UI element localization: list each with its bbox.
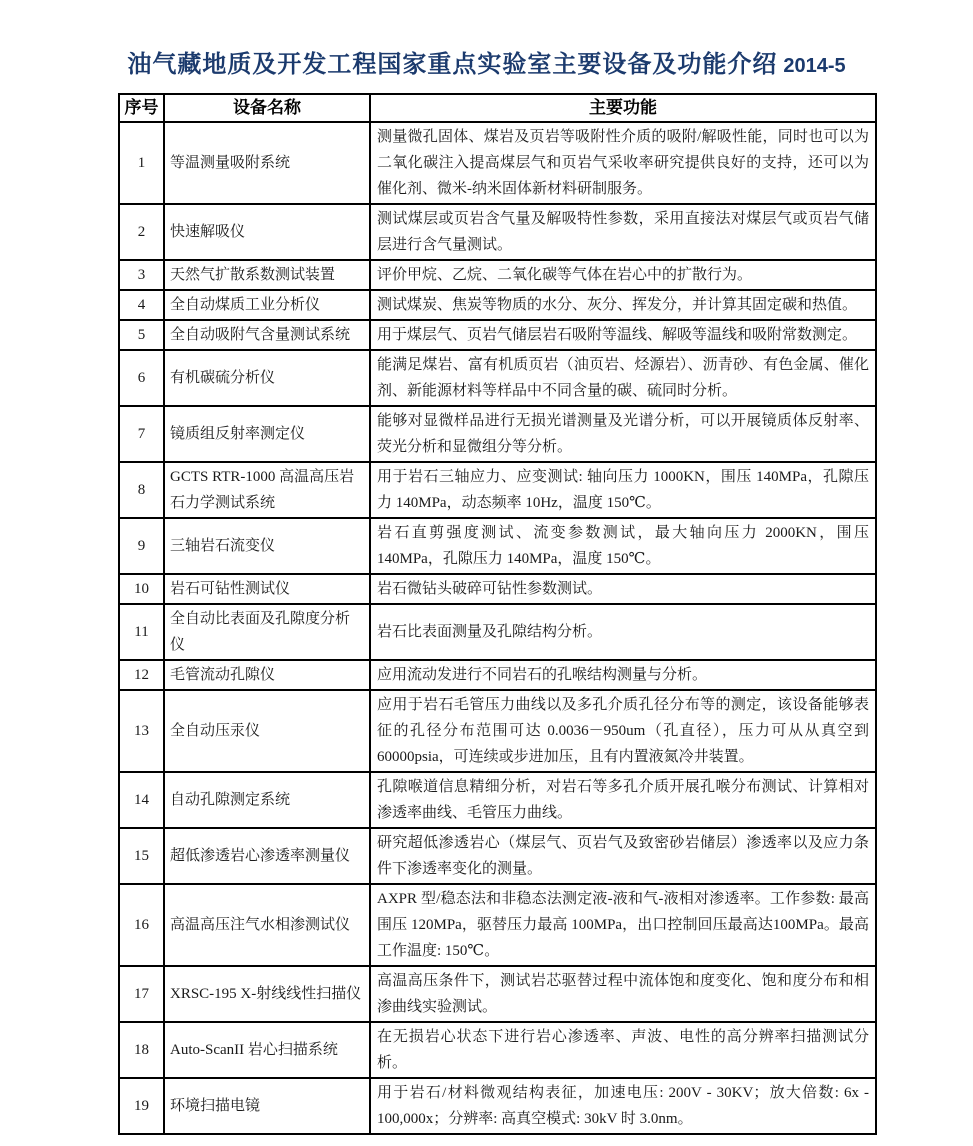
row-number-cell: 14 [119, 772, 164, 828]
equipment-table [118, 93, 877, 1135]
table-row [119, 462, 876, 518]
row-number-cell: 19 [119, 1078, 164, 1134]
table-body [119, 122, 876, 1134]
main-function-cell: 能满足煤岩、富有机质页岩（油页岩、烃源岩）、沥青砂、有色金属、催化剂、新能源材料等样品中不同含量的碳、硫同时分析。 [370, 350, 876, 406]
equipment-name-cell: 环境扫描电镜 [164, 1078, 370, 1134]
equipment-name-cell: 快速解吸仪 [164, 204, 370, 260]
page-title-text: 油气藏地质及开发工程国家重点实验室主要设备及功能介绍 [127, 51, 778, 78]
page-title [0, 44, 973, 79]
main-function-cell: 在无损岩心状态下进行岩心渗透率、声波、电性的高分辨率扫描测试分析。 [370, 1022, 876, 1078]
main-function-cell: 评价甲烷、乙烷、二氧化碳等气体在岩心中的扩散行为。 [370, 260, 876, 290]
main-function-cell: 用于煤层气、页岩气储层岩石吸附等温线、解吸等温线和吸附常数测定。 [370, 320, 876, 350]
table-row [119, 350, 876, 406]
row-number-cell: 11 [119, 604, 164, 660]
equipment-name-cell: 高温高压注气水相渗测试仪 [164, 884, 370, 966]
equipment-name-cell: 自动孔隙测定系统 [164, 772, 370, 828]
equipment-name-cell: 天然气扩散系数测试装置 [164, 260, 370, 290]
main-function-cell: 用于岩石/材料微观结构表征，加速电压: 200V - 30KV；放大倍数: 6x - 100,000x；分辨率: 高真空模式: 30kV 时 3.0nm。 [370, 1078, 876, 1134]
row-number-cell: 1 [119, 122, 164, 204]
equipment-name-cell: 等温测量吸附系统 [164, 122, 370, 204]
main-function-cell: 测量微孔固体、煤岩及页岩等吸附性介质的吸附/解吸性能，同时也可以为二氧化碳注入提高煤层气和页岩气采收率研究提供良好的支持，还可以为催化剂、微米-纳米固体新材料研制服务。 [370, 122, 876, 204]
main-function-cell: 岩石比表面测量及孔隙结构分析。 [370, 604, 876, 660]
equipment-name-cell: Auto-ScanII 岩心扫描系统 [164, 1022, 370, 1078]
table-row [119, 1078, 876, 1134]
table-row [119, 260, 876, 290]
row-number-cell: 5 [119, 320, 164, 350]
main-function-cell: 岩石直剪强度测试、流变参数测试，最大轴向压力 2000KN，围压140MPa，孔隙压力 140MPa，温度 150℃。 [370, 518, 876, 574]
table-row [119, 604, 876, 660]
row-number-cell: 17 [119, 966, 164, 1022]
row-number-cell: 16 [119, 884, 164, 966]
table-row [119, 1022, 876, 1078]
equipment-name-cell: 全自动压汞仪 [164, 690, 370, 772]
col-header-main-function: 主要功能 [370, 94, 876, 122]
table-row [119, 772, 876, 828]
main-function-cell: AXPR 型/稳态法和非稳态法测定液-液和气-液相对渗透率。工作参数: 最高围压 120MPa，驱替压力最高 100MPa，出口控制回压最高达100MPa。最高工作温度: 150℃。 [370, 884, 876, 966]
equipment-name-cell: XRSC-195 X-射线线性扫描仪 [164, 966, 370, 1022]
main-function-cell: 用于岩石三轴应力、应变测试: 轴向压力 1000KN，围压 140MPa，孔隙压力 140MPa，动态频率 10Hz，温度 150℃。 [370, 462, 876, 518]
table-row [119, 966, 876, 1022]
equipment-name-cell: 三轴岩石流变仪 [164, 518, 370, 574]
table-row [119, 574, 876, 604]
row-number-cell: 8 [119, 462, 164, 518]
row-number-cell: 2 [119, 204, 164, 260]
table-row [119, 660, 876, 690]
main-function-cell: 能够对显微样品进行无损光谱测量及光谱分析，可以开展镜质体反射率、荧光分析和显微组分等分析。 [370, 406, 876, 462]
row-number-cell: 7 [119, 406, 164, 462]
equipment-name-cell: GCTS RTR-1000 高温高压岩石力学测试系统 [164, 462, 370, 518]
table-row [119, 884, 876, 966]
equipment-name-cell: 全自动吸附气含量测试系统 [164, 320, 370, 350]
main-function-cell: 测试煤层或页岩含气量及解吸特性参数，采用直接法对煤层气或页岩气储层进行含气量测试。 [370, 204, 876, 260]
main-function-cell: 岩石微钻头破碎可钻性参数测试。 [370, 574, 876, 604]
row-number-cell: 13 [119, 690, 164, 772]
table-row [119, 406, 876, 462]
col-header-equipment-name: 设备名称 [164, 94, 370, 122]
page-title-version: 2014-5 [783, 55, 846, 77]
table-row [119, 290, 876, 320]
row-number-cell: 12 [119, 660, 164, 690]
equipment-name-cell: 岩石可钻性测试仪 [164, 574, 370, 604]
table-row [119, 518, 876, 574]
table-row [119, 122, 876, 204]
table-row [119, 690, 876, 772]
row-number-cell: 3 [119, 260, 164, 290]
main-function-cell: 研究超低渗透岩心（煤层气、页岩气及致密砂岩储层）渗透率以及应力条件下渗透率变化的测量。 [370, 828, 876, 884]
col-header-number: 序号 [119, 94, 164, 122]
table-header [119, 94, 876, 122]
main-function-cell: 测试煤炭、焦炭等物质的水分、灰分、挥发分，并计算其固定碳和热值。 [370, 290, 876, 320]
equipment-name-cell: 全自动煤质工业分析仪 [164, 290, 370, 320]
main-function-cell: 应用于岩石毛管压力曲线以及多孔介质孔径分布等的测定，该设备能够表征的孔径分布范围可达 0.0036－950um（孔直径），压力可从从真空到 60000psia，可连续或步进加压，且有内置液氮冷井装置。 [370, 690, 876, 772]
equipment-name-cell: 有机碳硫分析仪 [164, 350, 370, 406]
row-number-cell: 18 [119, 1022, 164, 1078]
row-number-cell: 4 [119, 290, 164, 320]
table-header-row [119, 94, 876, 122]
main-function-cell: 孔隙喉道信息精细分析，对岩石等多孔介质开展孔喉分布测试、计算相对渗透率曲线、毛管压力曲线。 [370, 772, 876, 828]
equipment-name-cell: 镜质组反射率测定仪 [164, 406, 370, 462]
table-row [119, 204, 876, 260]
equipment-name-cell: 超低渗透岩心渗透率测量仪 [164, 828, 370, 884]
table-row [119, 320, 876, 350]
row-number-cell: 15 [119, 828, 164, 884]
row-number-cell: 6 [119, 350, 164, 406]
equipment-name-cell: 全自动比表面及孔隙度分析仪 [164, 604, 370, 660]
main-function-cell: 应用流动发进行不同岩石的孔喉结构测量与分析。 [370, 660, 876, 690]
row-number-cell: 9 [119, 518, 164, 574]
equipment-name-cell: 毛管流动孔隙仪 [164, 660, 370, 690]
main-function-cell: 高温高压条件下，测试岩芯驱替过程中流体饱和度变化、饱和度分布和相渗曲线实验测试。 [370, 966, 876, 1022]
row-number-cell: 10 [119, 574, 164, 604]
table-row [119, 828, 876, 884]
